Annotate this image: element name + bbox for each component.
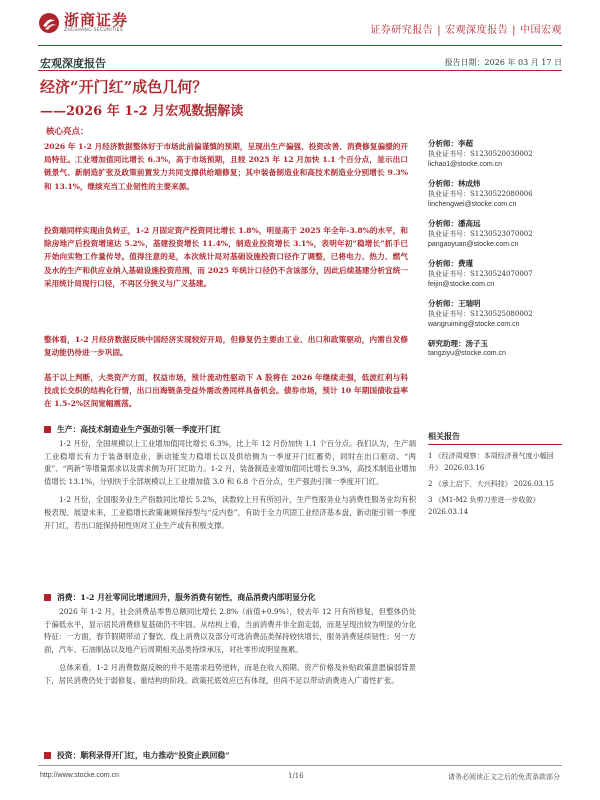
analyst-email[interactable]: feijin@stocke.com.cn bbox=[428, 280, 495, 288]
header-separator: | bbox=[512, 25, 516, 36]
section-investment-heading bbox=[44, 750, 416, 761]
section-consumption-paragraph-1: 2026 年 1-2 月，社会消费品零售总额同比增长 2.8%（前值+0.9%），较去年 12 月有所修复，但整体仍处于偏低水平，显示居民消费修复基础仍不牢固。从结构上看，当前消费并非全面走弱，而是呈现出较为明显的分化特征：一方面，春节假期带动了餐饮、线上消费以及部分可选消费品类保持较快增长，服务消费延续韧性；另一方面，汽车、石油制品以及地产后周期相关品类持续承压，对社零形成明显拖累。 bbox=[44, 607, 416, 654]
section-consumption-title: 消费：1-2 月社零同比增速回升，服务消费有韧性，商品消费内部明显分化 bbox=[57, 593, 316, 602]
brand-text bbox=[64, 12, 128, 34]
title-divider bbox=[38, 70, 562, 71]
analyst-card bbox=[428, 298, 562, 330]
analyst-cert: 执业证书号：S1230522080006 bbox=[428, 190, 533, 198]
page-header bbox=[0, 0, 600, 46]
section-consumption-paragraph-2: 总体来看，1-2 月消费数据反映的并不是需求趋势逆转，而是在收入预期、资产价格及补贴政策意愿偏弱背景下，居民消费仍处于弱修复、重结构的阶段。政策托底效应已有体现，但尚不足以带动消费进入广谱性扩张。 bbox=[44, 663, 416, 685]
section-production-paragraph-1: 1-2 月份，全国规模以上工业增加值同比增长 6.3%，比上年 12 月份加快 1.1 个百分点。我们认为，生产端工业稳增长有力于装备制造业，新动能发力稳增长以及供给侧为一季度开门红蓄势，同时在出口驱动、“两重”、“两新”等增量需求以及需求侧为开门红助力。1-2 月，装备制造业增加值同比增长 9.3%，高技术制造业增加值增长 13.1%，分别快于全部规模以上工业增加值 3.0 和 6.8 个百分点，生产强劲引领一季度开门红。 bbox=[44, 439, 416, 486]
analyst-cert: 执业证书号：S1230523070002 bbox=[428, 230, 533, 238]
footer-disclaimer: 请务必阅读正文之后的免责条款部分 bbox=[448, 773, 560, 781]
report-type: 宏观深度报告 bbox=[40, 57, 106, 70]
core-paragraph-1-block bbox=[44, 140, 408, 193]
analyst-name: 分析师：林成炜 bbox=[428, 179, 481, 188]
analyst-cert: 执业证书号：S1230524070007 bbox=[428, 270, 533, 278]
section-investment bbox=[44, 750, 416, 761]
square-bullet-icon bbox=[44, 752, 51, 759]
header-item-report-kind: 证券研究报告 bbox=[370, 25, 434, 36]
core-highlights-label: 核心亮点： bbox=[46, 127, 89, 137]
square-bullet-icon bbox=[44, 426, 51, 433]
header-divider bbox=[38, 45, 562, 46]
analyst-cert: 执业证书号：S1230520030002 bbox=[428, 150, 533, 158]
analyst-name: 分析师：王瑞明 bbox=[428, 299, 481, 308]
analyst-card bbox=[428, 258, 562, 290]
brand-name-cn: 浙商证券 bbox=[64, 11, 129, 29]
section-production-paragraph-2: 1-2 月份，全国服务业生产指数同比增长 5.2%，读数较上月有所回升，生产性服务业与消费性服务业均有积极表现。展望未来，工业稳增长政策兼顾保持型与“反内卷”，有助于全力巩固工业经济基本盘，新动能引领一季度开门红，若出口能保持韧性则对工业生产或有积极支撑。 bbox=[44, 495, 416, 530]
related-report-item[interactable]: 2 《承上启下，大兴科技》 2026.03.15 bbox=[428, 480, 554, 488]
core-paragraph-3: 整体看，1-2 月经济数据反映中国经济实现较好开局，但修复仍主要由工业、出口和政策驱动，内需自发修复动能仍待进一步巩固。 bbox=[44, 335, 408, 358]
core-paragraph-2: 投资端同样实现由负转正，1-2 月固定资产投资同比增长 1.8%，明显高于 2025 年全年-3.8%的水平，和除房地产后投资增速达 5.2%，基建投资增长 11.4%，制造业投资增长 3.1%，表明年初“稳增长”抓手已开始向实物工作量传导。值得注意的是，本次统计局对基础设施投资口径作了调整，已将电力、热力、燃气及水的生产和供应业纳入基础设施投资范围，而 2025 年统计口径仍不含该部分，因此后续基建分析宜统一采用统计局现行口径，不再区分狭义与广义基建。 bbox=[44, 226, 408, 288]
brand-logo-icon bbox=[38, 12, 60, 34]
footer-url[interactable]: http://www.stocke.com.cn bbox=[40, 772, 119, 779]
related-report-item[interactable]: 1 《经济周观察：本周经济景气度小幅回升》 2026.03.16 bbox=[428, 452, 554, 472]
core-paragraph-2-block bbox=[44, 224, 408, 290]
page-number: 1/16 bbox=[288, 772, 304, 780]
analyst-email[interactable]: lichao1@stocke.com.cn bbox=[428, 160, 503, 168]
report-date: 报告日期：2026 年 03 月 17 日 bbox=[444, 58, 562, 67]
section-production-title: 生产：高技术制造业生产强劲引领一季度开门红 bbox=[57, 425, 221, 434]
researcher-name: 研究助理：汤子玉 bbox=[428, 339, 488, 348]
related-reports-title: 相关报告 bbox=[428, 431, 460, 441]
core-paragraph-1: 2026 年 1-2 月经济数据整体好于市场此前偏谨慎的预期，呈现出生产偏强、投资改善、消费修复偏缓的开局特征。工业增加值同比增长 6.3%，高于市场预期，且较 2025 年 12 月加快 1.1 个百分点，显示出口链景气、新制造扩张及政策前置发力共同支撑供给端修复；其中装备制造业和高技术制造业分别增长 9.3%和 13.1%，继续充当工业韧性的主要来源。 bbox=[44, 142, 408, 191]
header-breadcrumb bbox=[370, 21, 562, 36]
analyst-card bbox=[428, 138, 562, 170]
analyst-name: 分析师：费瑾 bbox=[428, 259, 473, 268]
square-bullet-icon bbox=[44, 594, 51, 601]
brand-logo[interactable] bbox=[38, 12, 128, 34]
analyst-card bbox=[428, 178, 562, 210]
header-separator: | bbox=[437, 25, 442, 36]
related-report-item[interactable]: 3 《M1-M2 负剪刀差进一步收敛》 2026.03.14 bbox=[428, 496, 540, 516]
analyst-cert: 执业证书号：S1230525080002 bbox=[428, 310, 533, 318]
header-item-report-type: 宏观深度报告 bbox=[445, 25, 509, 36]
core-paragraph-4-block bbox=[44, 371, 408, 411]
researcher-email[interactable]: tangziyu@stocke.com.cn bbox=[428, 350, 506, 357]
section-production-heading bbox=[44, 424, 416, 435]
core-paragraph-4: 基于以上判断，大类资产方面，权益市场，预计流动性驱动下 A 股将在 2026 年继续走强，低波红利与科技成长交织的结构化行情，出口出海链条受益外需改善同样具备机会。债券市场，预计 10 年期国债收益率在 1.5-2%区间宽幅震荡。 bbox=[44, 373, 408, 409]
analyst-card bbox=[428, 218, 562, 250]
analyst-name: 分析师：李超 bbox=[428, 139, 473, 148]
analyst-email[interactable]: linchengwei@stocke.com.cn bbox=[428, 200, 517, 208]
analyst-email[interactable]: pangaoyuan@stocke.com.cn bbox=[428, 240, 519, 248]
analyst-name: 分析师：潘高远 bbox=[428, 219, 481, 228]
related-reports-divider bbox=[428, 444, 562, 445]
analyst-list bbox=[428, 138, 562, 368]
report-title: 经济“开门红”成色几何？ bbox=[40, 78, 208, 96]
section-production bbox=[44, 424, 416, 532]
section-consumption bbox=[44, 592, 416, 688]
header-item-region: 中国宏观 bbox=[520, 25, 562, 36]
core-paragraph-3-block bbox=[44, 333, 408, 359]
section-consumption-heading bbox=[44, 592, 416, 603]
footer-divider bbox=[38, 765, 562, 766]
researcher-card bbox=[428, 338, 562, 360]
brand-name-en: ZHESHANG SECURITIES bbox=[64, 28, 123, 33]
section-investment-title: 投资：顺利录得开门红，电力推动“投资止跌回稳” bbox=[57, 751, 230, 760]
related-reports-list bbox=[428, 450, 562, 522]
report-subtitle: ——2026 年 1-2 月宏观数据解读 bbox=[40, 104, 244, 119]
analyst-email[interactable]: wangruiming@stocke.com.cn bbox=[428, 320, 520, 328]
